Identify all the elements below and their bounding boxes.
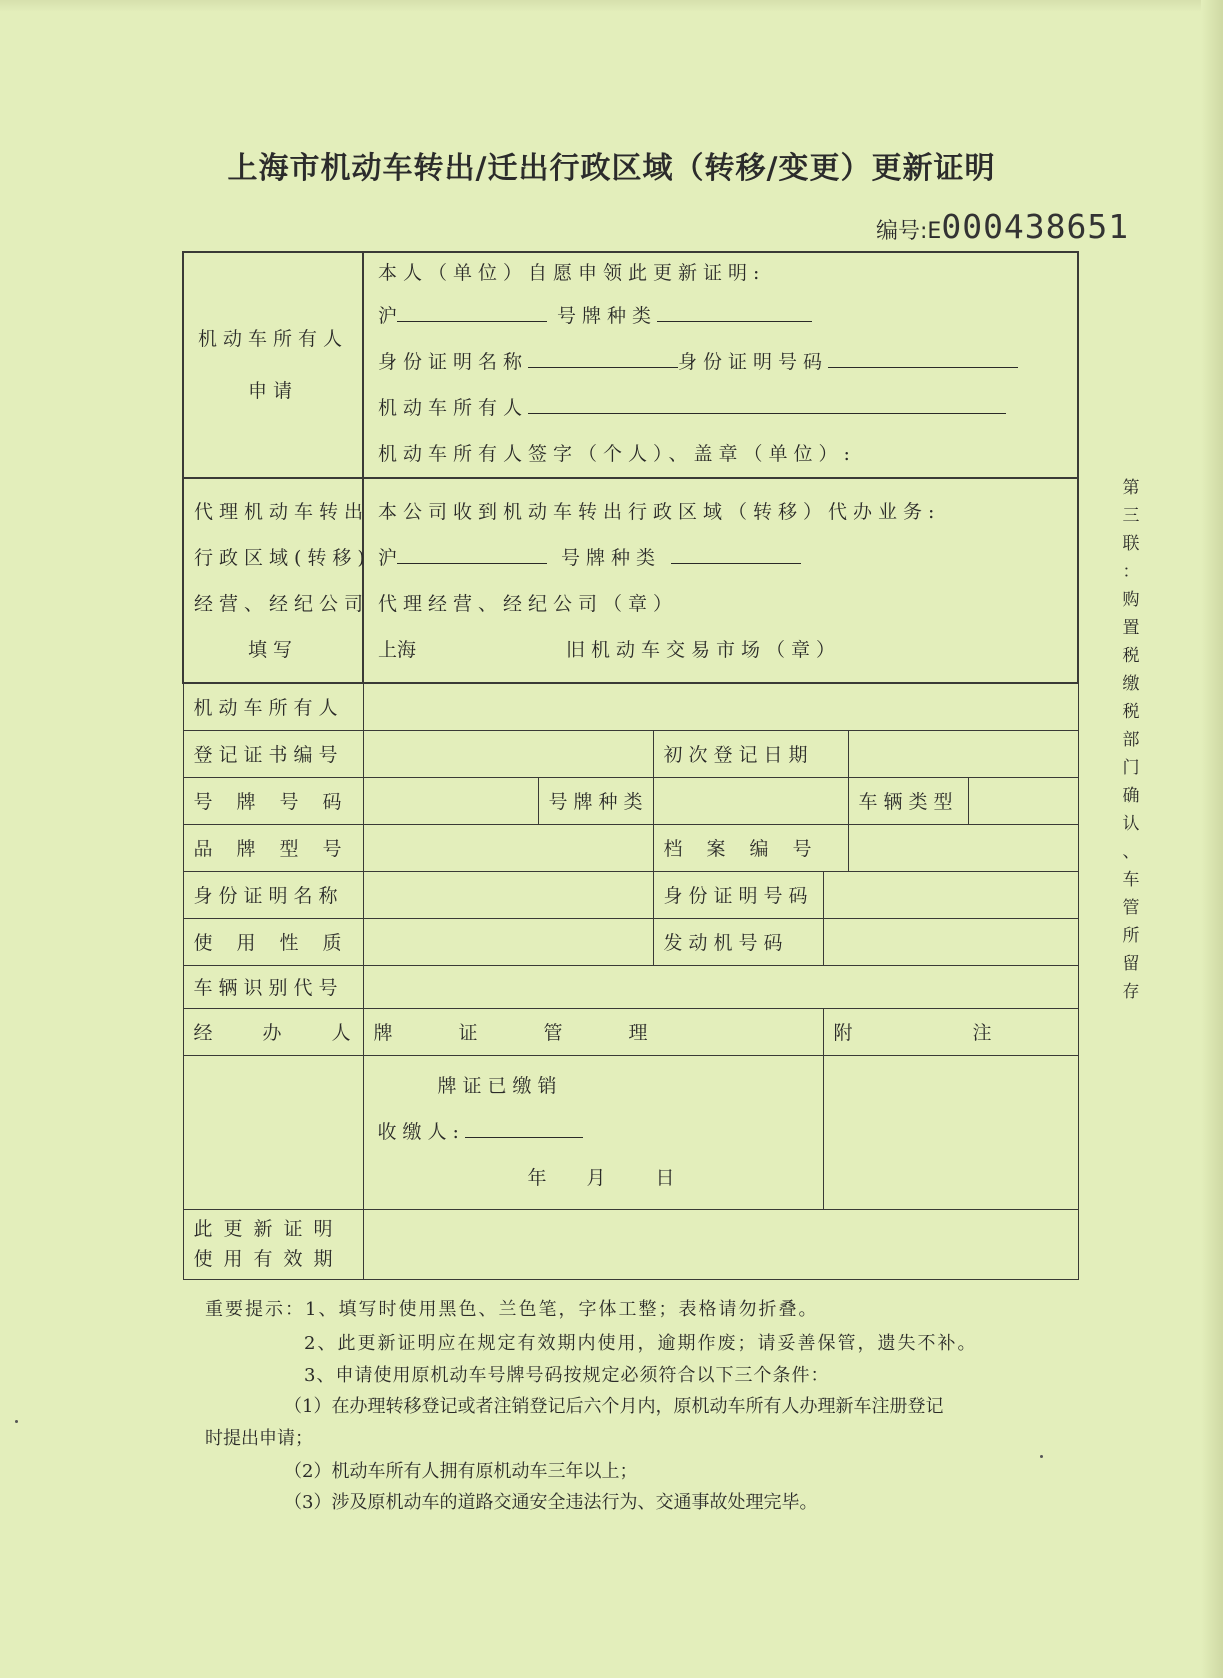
label-vin: 车辆识别代号 — [183, 965, 363, 1008]
label-plate-mgmt: 牌证管理 — [363, 1008, 823, 1055]
file-no-cell[interactable] — [848, 824, 1078, 871]
validity-cell[interactable] — [363, 1209, 1078, 1279]
owner-plate-type-field[interactable] — [657, 303, 812, 322]
form-title: 上海市机动车转出/迁出行政区域（转移/变更）更新证明 — [227, 151, 996, 186]
row-id — [183, 871, 1078, 918]
row-vin — [183, 965, 1078, 1008]
owner-id-number-field[interactable] — [828, 349, 1018, 368]
collector-field[interactable] — [465, 1119, 583, 1138]
id-name-cell[interactable] — [363, 871, 653, 918]
label-remarks: 附注 — [823, 1008, 1078, 1055]
note-2: 2、此更新证明应在规定有效期内使用，逾期作废；请妥善保管，遗失不补。 — [304, 1333, 978, 1354]
label-validity: 此更新证明 使用有效期 — [183, 1209, 363, 1279]
paper-edge-right — [1201, 0, 1223, 1678]
speck-left — [15, 1420, 18, 1423]
agent-section — [183, 478, 1078, 683]
label-plate-type: 号牌种类 — [538, 777, 653, 824]
agent-plate-type-field[interactable] — [671, 545, 801, 564]
owner-signature-line: 机动车所有人签字（个人）、盖章（单位）: — [378, 443, 856, 465]
label-brand-model: 品牌型号 — [183, 824, 363, 871]
owner-application-body — [363, 252, 1078, 478]
note-3: 3、申请使用原机动车号牌号码按规定必须符合以下三个条件： — [304, 1365, 830, 1386]
row-registration — [183, 730, 1078, 777]
row-usage — [183, 918, 1078, 965]
brand-model-cell[interactable] — [363, 824, 653, 871]
paper-edge-top — [0, 0, 1223, 12]
reg-cert-no-cell[interactable] — [363, 730, 653, 777]
agent-plate-number-field[interactable] — [397, 545, 547, 564]
id-no-cell[interactable] — [823, 871, 1078, 918]
vehicle-type-cell[interactable] — [968, 777, 1078, 824]
vin-cell[interactable] — [363, 965, 1078, 1008]
note-3-2: （2）机动车所有人拥有原机动车三年以上； — [284, 1461, 638, 1482]
label-plate-no: 号牌号码 — [183, 777, 363, 824]
label-id-no: 身份证明号码 — [653, 871, 823, 918]
note-3-1: （1）在办理转移登记或者注销登记后六个月内，原机动车所有人办理新车注册登记 — [284, 1396, 944, 1417]
agent-intro: 本公司收到机动车转出行政区域（转移）代办业务: — [378, 500, 941, 523]
handler-cell[interactable] — [183, 1055, 363, 1209]
serial-label: 编号:E — [876, 219, 942, 244]
owner-plate-number-field[interactable] — [397, 303, 547, 322]
label-first-reg-date: 初次登记日期 — [653, 730, 848, 777]
usage-cell[interactable] — [363, 918, 653, 965]
serial-number — [876, 207, 1129, 246]
row-handler-body — [183, 1055, 1078, 1209]
label-handler: 经办人 — [183, 1008, 363, 1055]
cancel-box — [363, 1055, 823, 1209]
owner-application-label: 机动车所有人 申请 — [183, 252, 363, 478]
owner-value-cell[interactable] — [363, 683, 1078, 730]
label-usage: 使用性质 — [183, 918, 363, 965]
note-3-3: （3）涉及原机动车的道路交通安全违法行为、交通事故处理完毕。 — [284, 1492, 818, 1513]
date-line: 年 月 日 — [527, 1167, 675, 1189]
owner-name-line: 机动车所有人 — [378, 385, 1067, 431]
label-reg-cert-no: 登记证书编号 — [183, 730, 363, 777]
note-3-1-cont: 时提出申请； — [205, 1428, 313, 1449]
speck-right — [1040, 1455, 1043, 1458]
cancelled-note: 牌证已缴销 — [437, 1075, 563, 1097]
owner-id-line: 身份证明名称 身份证明号码 — [378, 339, 1067, 385]
engine-no-cell[interactable] — [823, 918, 1078, 965]
remarks-cell[interactable] — [823, 1055, 1078, 1209]
label-owner: 机动车所有人 — [183, 683, 363, 730]
owner-intro: 本人（单位）自愿申领此更新证明: — [378, 262, 766, 284]
first-reg-date-cell[interactable] — [848, 730, 1078, 777]
copy-designation-vertical: 第 三 联 ： 购 置 税 缴 税 部 门 确 认 、 车 管 所 留 存 — [1122, 478, 1140, 1002]
plate-no-cell[interactable] — [363, 777, 538, 824]
agent-market-line: 上海 旧机动车交易市场（章） — [378, 638, 842, 661]
label-id-name: 身份证明名称 — [183, 871, 363, 918]
agent-company-line: 代理经营、经纪公司（章） — [378, 592, 679, 615]
row-handler-header — [183, 1008, 1078, 1055]
owner-id-name-field[interactable] — [528, 349, 678, 368]
note-1: 重要提示：1、填写时使用黑色、兰色笔，字体工整；表格请勿折叠。 — [205, 1299, 819, 1320]
label-vehicle-type: 车辆类型 — [848, 777, 968, 824]
row-plate — [183, 777, 1078, 824]
plate-type-cell[interactable] — [653, 777, 848, 824]
certificate-table — [182, 251, 1112, 1280]
serial-value: 000438651 — [941, 207, 1130, 246]
row-owner — [183, 683, 1078, 730]
label-engine-no: 发动机号码 — [653, 918, 823, 965]
agent-label: 代理机动车转出 行政区域(转移) 经营、经纪公司 填写 — [183, 478, 363, 683]
row-validity — [183, 1209, 1078, 1279]
agent-plate-line: 沪 号牌种类 — [378, 535, 1067, 581]
owner-name-field[interactable] — [528, 395, 1006, 414]
collector-line: 收缴人: — [378, 1109, 813, 1155]
agent-body — [363, 478, 1078, 683]
owner-plate-line: 沪 号牌种类 — [378, 293, 1067, 339]
row-brand — [183, 824, 1078, 871]
owner-application-section — [183, 252, 1078, 478]
label-file-no: 档案编号 — [653, 824, 848, 871]
